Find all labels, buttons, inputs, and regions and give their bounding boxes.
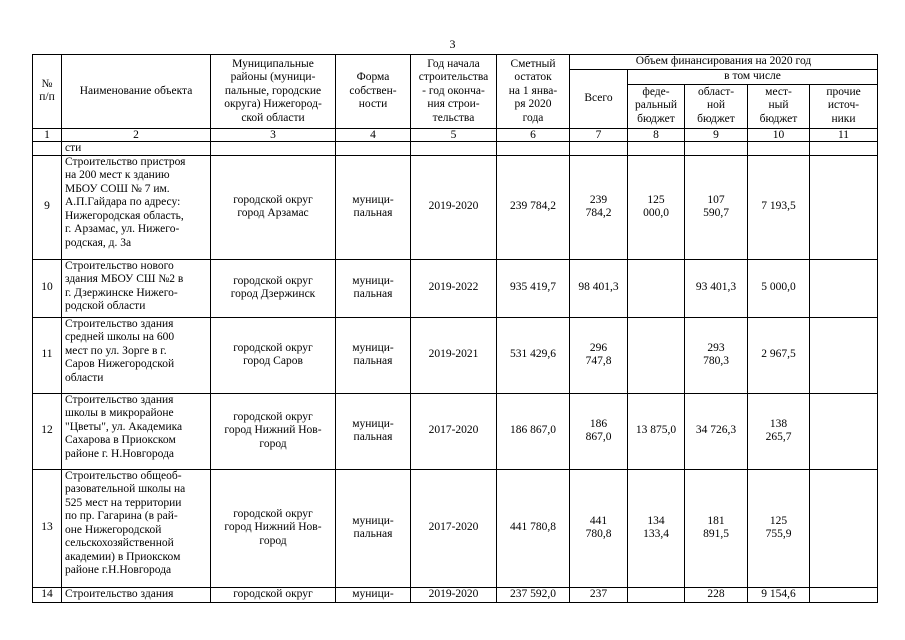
column-number: 7 (570, 128, 628, 141)
object-name: Строительство здания средней школы на 600 мест по ул. Зорге в г. Саров Нижегородской области (62, 317, 211, 393)
row-num: 14 (33, 587, 62, 602)
header-name: Наименование объекта (62, 55, 211, 129)
header-local: мест- ный бюджет (748, 84, 810, 128)
funding-table (32, 54, 878, 603)
column-number: 5 (411, 128, 497, 141)
header-funding: Объем финансирования на 2020 год (570, 55, 878, 70)
estimated-balance: 935 419,7 (497, 259, 570, 317)
other-sources (810, 259, 878, 317)
column-number: 9 (685, 128, 748, 141)
column-number-row (33, 128, 878, 141)
construction-years: 2019-2020 (411, 155, 497, 259)
other-sources (810, 155, 878, 259)
ownership-form: муници- пальная (336, 317, 411, 393)
column-number: 1 (33, 128, 62, 141)
column-number: 2 (62, 128, 211, 141)
other-sources (810, 587, 878, 602)
header-form: Форма собствен- ности (336, 55, 411, 129)
estimated-balance: 239 784,2 (497, 155, 570, 259)
ownership-form: муници- пальная (336, 155, 411, 259)
funding-total: 98 401,3 (570, 259, 628, 317)
row-num: 11 (33, 317, 62, 393)
row-num: 10 (33, 259, 62, 317)
district: городской округ город Дзержинск (211, 259, 336, 317)
other-sources (810, 393, 878, 469)
header-years: Год начала строительства - год оконча- ния строи- тельства (411, 55, 497, 129)
construction-years: 2019-2021 (411, 317, 497, 393)
column-number: 8 (628, 128, 685, 141)
district: городской округ (211, 587, 336, 602)
table-row (33, 469, 878, 587)
regional-budget: 293 780,3 (685, 317, 748, 393)
regional-budget: 34 726,3 (685, 393, 748, 469)
row-num: 12 (33, 393, 62, 469)
district: городской округ город Нижний Нов- город (211, 393, 336, 469)
district: городской округ город Арзамас (211, 155, 336, 259)
estimated-balance: 531 429,6 (497, 317, 570, 393)
construction-years: 2019-2022 (411, 259, 497, 317)
header-other: прочие источ- ники (810, 84, 878, 128)
local-budget: 7 193,5 (748, 155, 810, 259)
table-row (33, 155, 878, 259)
table-row (33, 317, 878, 393)
ownership-form: муници- пальная (336, 469, 411, 587)
other-sources (810, 317, 878, 393)
funding-total: 186 867,0 (570, 393, 628, 469)
funding-total: 239 784,2 (570, 155, 628, 259)
estimated-balance: 186 867,0 (497, 393, 570, 469)
local-budget: 9 154,6 (748, 587, 810, 602)
column-number: 11 (810, 128, 878, 141)
regional-budget: 107 590,7 (685, 155, 748, 259)
header-num: № п/п (33, 55, 62, 129)
local-budget: 5 000,0 (748, 259, 810, 317)
estimated-balance: 441 780,8 (497, 469, 570, 587)
header-balance: Сметный остаток на 1 янва- ря 2020 года (497, 55, 570, 129)
header-district: Муниципальные районы (муници- пальные, городские округа) Нижегород- ской области (211, 55, 336, 129)
funding-total: 441 780,8 (570, 469, 628, 587)
federal-budget (628, 317, 685, 393)
federal-budget (628, 259, 685, 317)
table-row (33, 393, 878, 469)
local-budget: 138 265,7 (748, 393, 810, 469)
construction-years: 2019-2020 (411, 587, 497, 602)
header-federal: феде- ральный бюджет (628, 84, 685, 128)
object-name: Строительство здания (62, 587, 211, 602)
table-row (33, 587, 878, 602)
federal-budget (628, 587, 685, 602)
federal-budget: 125 000,0 (628, 155, 685, 259)
column-number: 6 (497, 128, 570, 141)
column-number: 3 (211, 128, 336, 141)
district: городской округ город Нижний Нов- город (211, 469, 336, 587)
construction-years: 2017-2020 (411, 469, 497, 587)
regional-budget: 93 401,3 (685, 259, 748, 317)
object-name: Строительство пристроя на 200 мест к зданию МБОУ СОШ № 7 им. А.П.Гайдара по адресу: Нижегородская область, г. Арзамас, ул. Нижего- родская, д. 3а (62, 155, 211, 259)
federal-budget: 134 133,4 (628, 469, 685, 587)
row-num: 9 (33, 155, 62, 259)
district: городской округ город Саров (211, 317, 336, 393)
continuation-text: сти (62, 141, 211, 155)
funding-total: 237 (570, 587, 628, 602)
column-number: 10 (748, 128, 810, 141)
header-row-1 (33, 55, 878, 70)
local-budget: 2 967,5 (748, 317, 810, 393)
header-including: в том числе (628, 69, 878, 84)
construction-years: 2017-2020 (411, 393, 497, 469)
header-regional: област- ной бюджет (685, 84, 748, 128)
object-name: Строительство здания школы в микрорайоне "Цветы", ул. Академика Сахарова в Приокском районе г. Н.Новгорода (62, 393, 211, 469)
federal-budget: 13 875,0 (628, 393, 685, 469)
ownership-form: муници- (336, 587, 411, 602)
other-sources (810, 469, 878, 587)
regional-budget: 181 891,5 (685, 469, 748, 587)
row-num: 13 (33, 469, 62, 587)
ownership-form: муници- пальная (336, 259, 411, 317)
ownership-form: муници- пальная (336, 393, 411, 469)
column-number: 4 (336, 128, 411, 141)
continuation-row (33, 141, 878, 155)
object-name: Строительство нового здания МБОУ СШ №2 в г. Дзержинске Нижего- родской области (62, 259, 211, 317)
local-budget: 125 755,9 (748, 469, 810, 587)
object-name: Строительство общеоб- разовательной школы на 525 мест на территории по пр. Гагарина (в рай- оне Нижегородской сельскохозяйственной академии) в Приокском районе г.Н.Новгорода (62, 469, 211, 587)
funding-total: 296 747,8 (570, 317, 628, 393)
header-total: Всего (570, 69, 628, 128)
table-row (33, 259, 878, 317)
estimated-balance: 237 592,0 (497, 587, 570, 602)
page-number: 3 (449, 37, 456, 51)
regional-budget: 228 (685, 587, 748, 602)
